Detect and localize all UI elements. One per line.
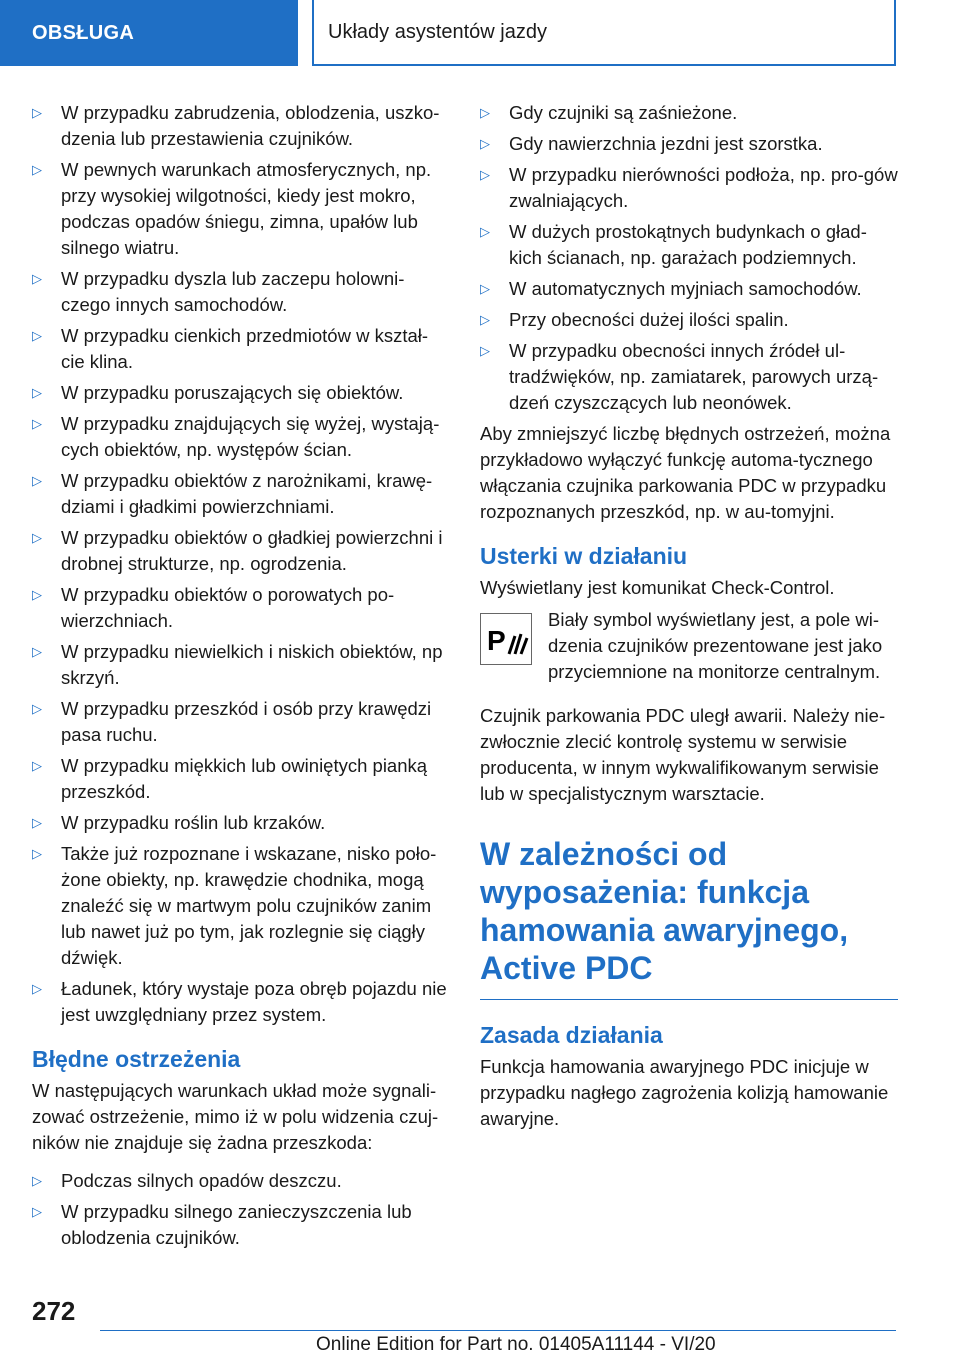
chapter-title: Układy asystentów jazdy (312, 0, 896, 66)
list-item (32, 266, 450, 318)
triangle-right-icon: ▷ (32, 162, 42, 177)
list-item (32, 582, 450, 634)
triangle-right-icon: ▷ (480, 312, 490, 327)
list-item (32, 753, 450, 805)
principle-heading: Zasada działania (480, 1022, 663, 1048)
list-item-text: W przypadku miękkich lub owiniętych pianką przeszkód. (61, 755, 428, 802)
reduce-warnings-paragraph: Aby zmniejszyć liczbę błędnych ostrzeżeń, można przykładowo wyłączyć funkcję automa-tycznego włączania czujnika parkowania PDC w przypadku rozpoznanych przeszkód, np. w au-tomyjni. (480, 423, 891, 522)
section-rule (480, 999, 898, 1000)
triangle-right-icon: ▷ (32, 328, 42, 343)
list-item (32, 323, 450, 375)
triangle-right-icon: ▷ (32, 1173, 42, 1188)
malfunction-line: Wyświetlany jest komunikat Check-Control. (480, 577, 835, 598)
list-item-text: W pewnych warunkach atmosferycznych, np. przy wysokiej wilgotności, kiedy jest mokro, podczas opadów śniegu, zimna, upałów lub silnego wiatru. (61, 159, 432, 258)
list-item-text: Podczas silnych opadów deszczu. (61, 1170, 342, 1191)
list-item (32, 411, 450, 463)
list-item (32, 841, 450, 971)
list-item (32, 380, 450, 406)
page-number: 272 (32, 1296, 76, 1326)
list-item-text: W przypadku obiektów o porowatych po-wierzchniach. (61, 584, 395, 631)
list-item (32, 1199, 450, 1251)
park-distance-control-icon (480, 613, 532, 665)
triangle-right-icon: ▷ (32, 105, 42, 120)
list-item-text: W dużych prostokątnych budynkach o gład-kich ścianach, np. garażach podziemnych. (509, 221, 867, 268)
list-item-text: W przypadku obiektów z narożnikami, krawę-dziami i gładkimi powierzchniami. (61, 470, 433, 517)
list-item-text: W przypadku roślin lub krzaków. (61, 812, 326, 833)
warning-symbol-row (480, 607, 898, 691)
malfunction-heading: Usterki w działaniu (480, 543, 688, 569)
triangle-right-icon: ▷ (32, 1204, 42, 1219)
triangle-right-icon: ▷ (32, 981, 42, 996)
list-item-text: Gdy czujniki są zaśnieżone. (509, 102, 738, 123)
triangle-right-icon: ▷ (32, 530, 42, 545)
list-item (32, 525, 450, 577)
list-item-text: W przypadku nierówności podłoża, np. pro-gów zwalniających. (509, 164, 898, 211)
list-item (480, 276, 898, 302)
list-item-text: Gdy nawierzchnia jezdni jest szorstka. (509, 133, 823, 154)
list-item (32, 976, 450, 1028)
list-item (480, 100, 898, 126)
triangle-right-icon: ▷ (480, 167, 490, 182)
list-item-text: W przypadku cienkich przedmiotów w kształ-cie klina. (61, 325, 429, 372)
triangle-right-icon: ▷ (32, 815, 42, 830)
section-title: W zależności od wyposażenia: funkcja hamowania awaryjnego, Active PDC (480, 836, 849, 986)
list-item (32, 157, 450, 261)
false-warnings-intro: W następujących warunkach układ może sygnali-zować ostrzeżenie, mimo iż w polu widzenia czuj-ników nie znajduje się żadna przeszkoda: (32, 1080, 439, 1153)
edition-line: Online Edition for Part no. 01405A11144 - VI/20 (316, 1334, 716, 1355)
list-item-text: Przy obecności dużej ilości spalin. (509, 309, 789, 330)
page-header (0, 0, 960, 66)
triangle-right-icon: ▷ (480, 136, 490, 151)
triangle-right-icon: ▷ (480, 105, 490, 120)
list-item-text: W przypadku obecności innych źródeł ul-tradźwięków, np. zamiatarek, parowych urzą-dzeń czyszczących lub neonówek. (509, 340, 879, 413)
false-warnings-list (32, 1168, 450, 1251)
right-bullet-list (480, 100, 898, 416)
false-warnings-heading: Błędne ostrzeżenia (32, 1046, 241, 1072)
list-item (480, 162, 898, 214)
section-tab: OBSŁUGA (0, 0, 298, 66)
triangle-right-icon: ▷ (32, 644, 42, 659)
list-item-text: W automatycznych myjniach samochodów. (509, 278, 862, 299)
triangle-right-icon: ▷ (480, 343, 490, 358)
list-item (480, 338, 898, 416)
right-column (480, 100, 898, 1144)
list-item-text: W przypadku dyszla lub zaczepu holowni-czego innych samochodów. (61, 268, 405, 315)
principle-paragraph: Funkcja hamowania awaryjnego PDC inicjuje w przypadku nagłego zagrożenia kolizją hamowanie awaryjne. (480, 1056, 889, 1129)
list-item-text: W przypadku poruszających się obiektów. (61, 382, 404, 403)
triangle-right-icon: ▷ (480, 224, 490, 239)
list-item-text: Ładunek, który wystaje poza obręb pojazdu nie jest uwzględniany przez system. (61, 978, 447, 1025)
triangle-right-icon: ▷ (480, 281, 490, 296)
list-item (32, 1168, 450, 1194)
triangle-right-icon: ▷ (32, 473, 42, 488)
list-item (480, 307, 898, 333)
list-item (480, 219, 898, 271)
list-item (32, 810, 450, 836)
list-item (32, 100, 450, 152)
triangle-right-icon: ▷ (32, 758, 42, 773)
list-item-text: W przypadku zabrudzenia, oblodzenia, uszko-dzenia lub przestawienia czujników. (61, 102, 440, 149)
left-column (32, 100, 450, 1256)
triangle-right-icon: ▷ (32, 846, 42, 861)
triangle-right-icon: ▷ (32, 385, 42, 400)
warning-symbol-text: Biały symbol wyświetlany jest, a pole wi-dzenia czujników prezentowane jest jako przyciemnione na monitorze centralnym. (548, 609, 883, 682)
list-item (32, 468, 450, 520)
list-item-text: W przypadku znajdujących się wyżej, wystają-cych obiektów, np. występów ścian. (61, 413, 440, 460)
triangle-right-icon: ▷ (32, 271, 42, 286)
triangle-right-icon: ▷ (32, 416, 42, 431)
list-item (480, 131, 898, 157)
svg-text:P: P (487, 625, 506, 656)
list-item-text: W przypadku przeszkód i osób przy krawędzi pasa ruchu. (61, 698, 432, 745)
list-item-text: W przypadku silnego zanieczyszczenia lub oblodzenia czujników. (61, 1201, 412, 1248)
malfunction-paragraph: Czujnik parkowania PDC uległ awarii. Należy nie-zwłocznie zlecić kontrolę systemu w serwisie producenta, w innym wykwalifikowanym serwisie lub w specjalistycznym warsztacie. (480, 705, 886, 804)
triangle-right-icon: ▷ (32, 701, 42, 716)
footer-rule (100, 1330, 896, 1331)
list-item (32, 639, 450, 691)
list-item-text: W przypadku niewielkich i niskich obiektów, np skrzyń. (61, 641, 443, 688)
list-item-text: Także już rozpoznane i wskazane, nisko poło-żone obiekty, np. krawędzie chodnika, mogą znaleźć się w martwym polu czujników zanim lub nawet już po tym, jak rozlegnie się ciągły dźwięk. (61, 843, 437, 968)
triangle-right-icon: ▷ (32, 587, 42, 602)
list-item (32, 696, 450, 748)
list-item-text: W przypadku obiektów o gładkiej powierzchni i drobnej strukturze, np. ogrodzenia. (61, 527, 443, 574)
left-bullet-list (32, 100, 450, 1028)
